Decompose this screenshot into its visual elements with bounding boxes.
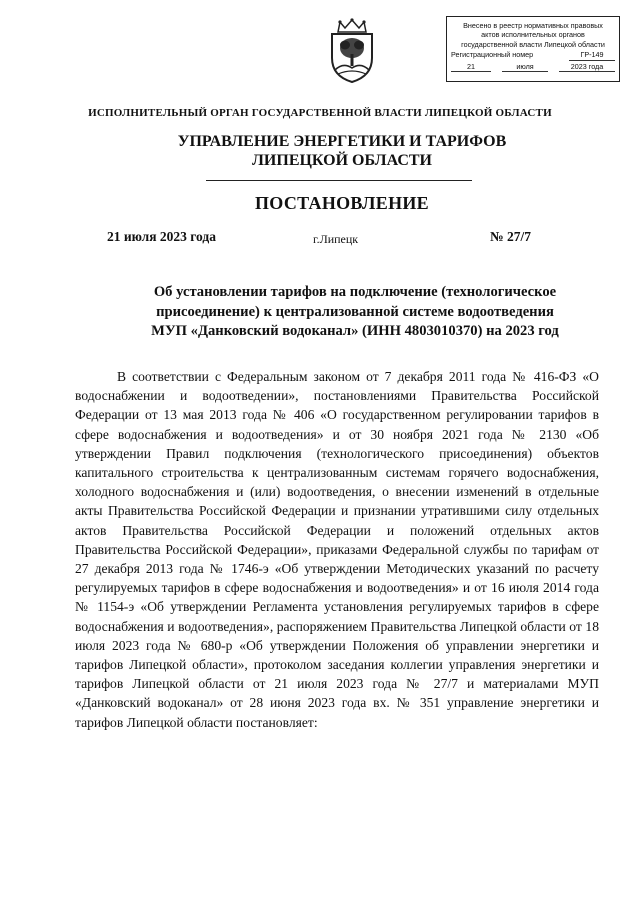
organization-name: ИСПОЛНИТЕЛЬНЫЙ ОРГАН ГОСУДАРСТВЕННОЙ ВЛАСТИ ЛИПЕЦКОЙ ОБЛАСТИ (88, 107, 552, 119)
body-paragraph: В соответствии с Федеральным законом от 7 декабря 2011 года № 416-ФЗ «О водоснабжении и водоотведении», постановлениями Правительства Российской Федерации от 13 мая 2013 года № 406 «О государственном регулировании тарифов в сфере водоснабжения и водоотведения» и от 30 ноября 2021 года № 2130 «Об утверждении Правил подключения (технологического присоединения) объектов капитального строительства к централизованным системам горячего водоснабжения, холодного водоснабжения и (или) водоотведения, о внесении изменений в отдельные акты Правительства Российской Федерации и признании утратившими силу отдельных актов Правительства Российской Федерации и положений отдельных актов Правительства Российской Федерации», приказами Федеральной службы по тарифам от 27 декабря 2013 года № 1746-э «Об утверждении Методических указаний по расчету регулируемых тарифов в сфере водоснабжения и водоотведения» и от 16 июля 2014 года № 1154-э «Об утверждении Регламента установления регулируемых тарифов в сфере водоснабжения и водоотведения», распоряжением Правительства Липецкой области от 18 июля 2023 года № 680-р «Об утверждении Положения об управлении энергетики и тарифов Липецкой области», протоколом заседания коллегии управления энергетики и тарифов Липецкой области от 21 июля 2023 года № 27/7 и материалами МУП «Данковский водоканал» от 28 июня 2023 года вх. № 351 управление энергетики и тарифов Липецкой области постановляет: (75, 369, 599, 730)
registration-stamp (446, 16, 620, 82)
stamp-day: 21 (451, 62, 491, 72)
document-number: № 27/7 (490, 229, 531, 244)
stamp-date-row (451, 62, 615, 72)
document-date: 21 июля 2023 года (107, 229, 216, 244)
stamp-reg-label: Регистрационный номер (451, 50, 534, 60)
subject-line-1: Об установлении тарифов на подключение (технологическое (153, 284, 557, 300)
department-line-2: ЛИПЕЦКОЙ ОБЛАСТИ (252, 152, 432, 169)
subject-line-2: присоединение) к централизованной системе водоотведения (156, 303, 554, 320)
stamp-reg-number: ГР-149 (569, 50, 615, 60)
document-city: г.Липецк (313, 232, 359, 246)
stamp-line-1: Внесено в реестр нормативных правовых (463, 21, 603, 30)
stamp-year: 2023 года (559, 62, 615, 72)
lipetsk-coat-of-arms-icon (326, 18, 378, 84)
stamp-line-2: актов исполнительных органов (481, 30, 585, 40)
department-name (0, 132, 640, 170)
stamp-line-3: государственной власти Липецкой области (461, 39, 605, 49)
header-divider (206, 180, 472, 181)
document-subject (90, 283, 620, 342)
subject-line-3: МУП «Данковский водоканал» (ИНН 4803010370) на 2023 год (151, 323, 559, 339)
stamp-month: июля (502, 62, 548, 72)
department-line-1: УПРАВЛЕНИЕ ЭНЕРГЕТИКИ И ТАРИФОВ (177, 133, 507, 150)
stamp-reg-row (451, 50, 615, 60)
document-type: ПОСТАНОВЛЕНИЕ (255, 193, 429, 213)
